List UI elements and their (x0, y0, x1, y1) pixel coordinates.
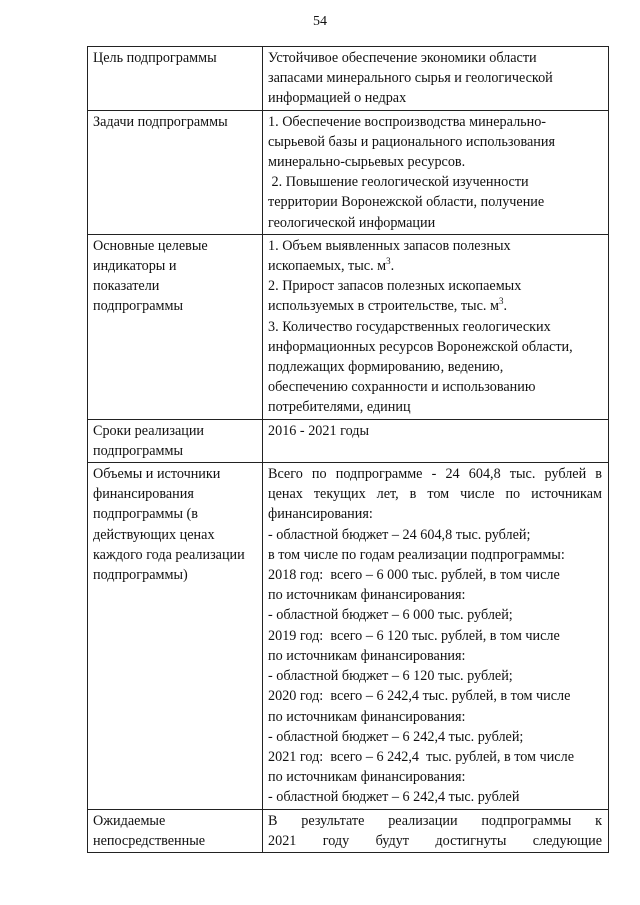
unit-superscript: 3 (386, 256, 391, 267)
value-text: используемых в строительстве, тыс. м (268, 298, 499, 315)
value-line: в том числе по годам реализации подпрограммы: (268, 546, 565, 563)
table-row (88, 419, 609, 462)
value-text: ископаемых, тыс. м (268, 258, 387, 275)
value-line (268, 256, 602, 276)
value-line: информационных ресурсов Воронежской области, (268, 338, 573, 355)
row-label-indicators (88, 234, 263, 419)
row-value-funding (263, 463, 609, 809)
value-line: по источникам финансирования: (268, 587, 466, 604)
table-row (88, 47, 609, 111)
label-line: индикаторы и (93, 258, 177, 275)
label-line: каждого года реализации (93, 546, 245, 563)
subprogram-passport-table (87, 46, 609, 853)
value-line: 2019 год: всего – 6 120 тыс. рублей, в том числе (268, 627, 560, 644)
value-line: территории Воронежской области, получение (268, 194, 545, 211)
table-row (88, 234, 609, 419)
value-line: 2. Прирост запасов полезных ископаемых (268, 278, 522, 295)
value-line: запасами минерального сырья и геологической (268, 70, 553, 87)
value-line: Всего по подпрограмме - 24 604,8 тыс. рублей в (268, 466, 602, 483)
value-line: 2020 год: всего – 6 242,4 тыс. рублей, в том числе (268, 688, 571, 705)
label-line: подпрограммы (в (93, 506, 198, 523)
row-label-expected (88, 809, 263, 852)
value-line: 2. Повышение геологической изученности (268, 174, 529, 191)
value-line: 2021 год: всего – 6 242,4 тыс. рублей, в том числе (268, 748, 574, 765)
row-label-timeline (88, 419, 263, 462)
value-line: по источникам финансирования: (268, 708, 466, 725)
value-line: В результате реализации подпрограммы к (268, 812, 602, 829)
value-line: - областной бюджет – 6 000 тыс. рублей; (268, 607, 513, 624)
label-line: Ожидаемые (93, 812, 166, 829)
value-line: по источникам финансирования: (268, 647, 466, 664)
value-line: геологической информации (268, 214, 436, 231)
row-value-expected (263, 809, 609, 852)
label-line: подпрограммы (93, 442, 183, 459)
value-line: - областной бюджет – 24 604,8 тыс. рублей; (268, 526, 531, 543)
label-line: Объемы и источники (93, 466, 221, 483)
value-line: 2016 - 2021 годы (268, 422, 370, 439)
value-line: - областной бюджет – 6 242,4 тыс. рублей (268, 789, 520, 806)
label-line: непосредственные (93, 832, 206, 849)
row-value-indicators (263, 234, 609, 419)
value-line (268, 296, 602, 316)
value-line: - областной бюджет – 6 120 тыс. рублей; (268, 668, 513, 685)
label-line: Основные целевые (93, 237, 208, 254)
row-value-goal (263, 47, 609, 111)
label-line: показатели (93, 278, 160, 295)
table-row (88, 809, 609, 852)
value-line: ценах текущих лет, в том числе по источникам (268, 486, 602, 503)
unit-superscript: 3 (498, 296, 504, 307)
row-label-funding (88, 463, 263, 809)
label-line: действующих ценах (93, 526, 215, 543)
value-line: подлежащих формированию, ведению, (268, 359, 504, 376)
label-line: подпрограммы) (93, 567, 188, 584)
value-line: обеспечению сохранности и использованию (268, 379, 536, 396)
value-line: по источникам финансирования: (268, 769, 466, 786)
value-line: потребителями, единиц (268, 399, 411, 416)
label-line: Задачи подпрограммы (93, 113, 228, 130)
value-line: - областной бюджет – 6 242,4 тыс. рублей; (268, 728, 524, 745)
value-line: финансирования: (268, 506, 373, 523)
value-text: . (503, 298, 507, 315)
page-number: 54 (313, 14, 327, 29)
row-label-tasks (88, 110, 263, 234)
label-line: Сроки реализации (93, 422, 205, 439)
value-line: 2021 году будут достигнуты следующие (268, 832, 602, 849)
label-line: финансирования (93, 486, 194, 503)
row-value-tasks (263, 110, 609, 234)
value-line: Устойчивое обеспечение экономики области (268, 50, 537, 66)
value-line: 1. Объем выявленных запасов полезных (268, 237, 511, 254)
label-line: подпрограммы (93, 298, 183, 315)
value-line: 2018 год: всего – 6 000 тыс. рублей, в том числе (268, 567, 560, 584)
row-label-goal (88, 47, 263, 111)
row-value-timeline (263, 419, 609, 462)
value-text: . (390, 258, 395, 275)
value-line: сырьевой базы и рационального использования (268, 133, 555, 150)
value-line: минерально-сырьевых ресурсов. (268, 154, 466, 171)
value-line: 3. Количество государственных геологических (268, 318, 551, 335)
table-row (88, 110, 609, 234)
table-row (88, 463, 609, 809)
value-line: информацией о недрах (268, 90, 407, 107)
value-line: 1. Обеспечение воспроизводства минерально- (268, 113, 547, 130)
label-line: Цель подпрограммы (93, 50, 217, 66)
